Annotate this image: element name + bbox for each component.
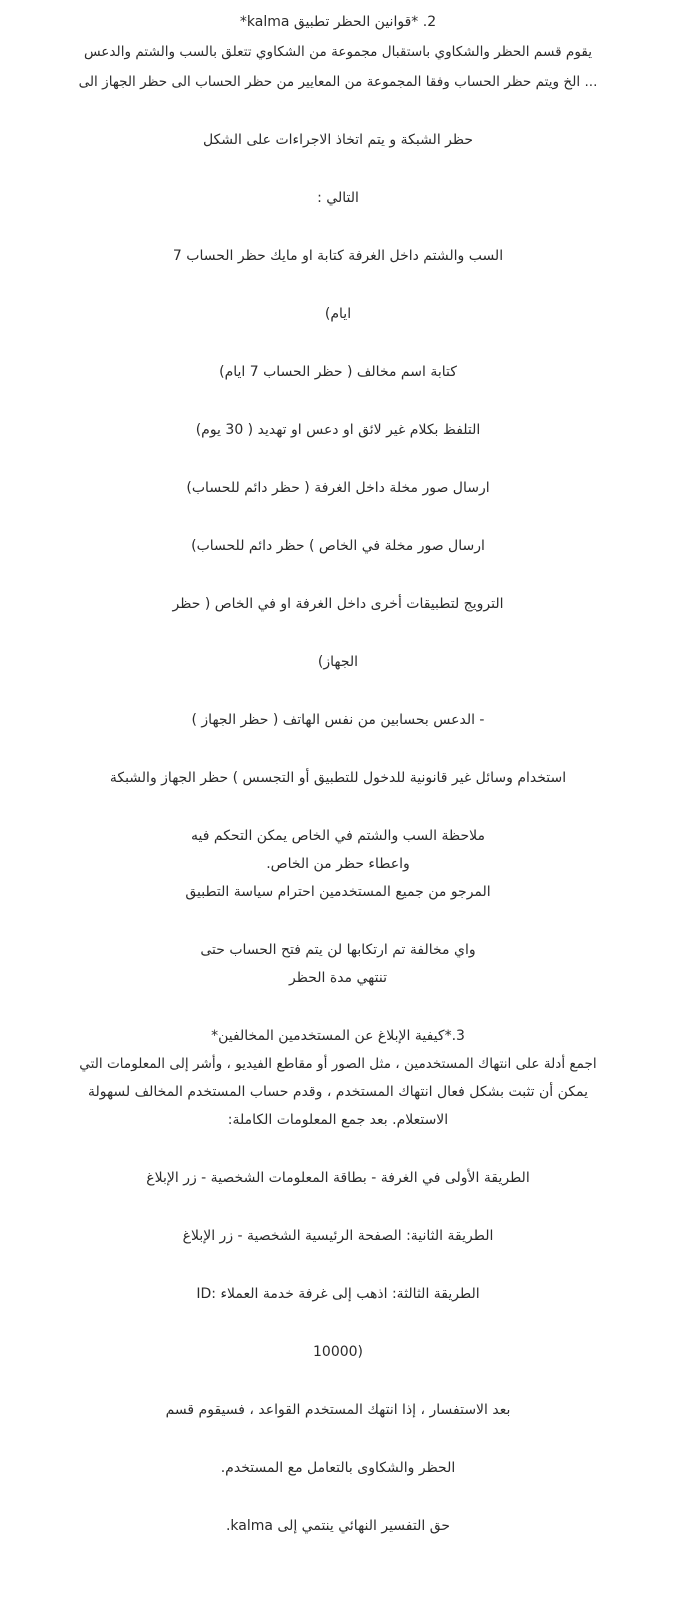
section-3-intro-line-2: يمكن أن تثبت بشكل فعال انتهاك المستخدم ، وقدم حساب المستخدم المخالف لسهولة xyxy=(87,1084,589,1100)
method-line-1: الطريقة الأولى في الغرفة - بطاقة المعلومات الشخصية - زر الإبلاغ xyxy=(146,1170,530,1186)
section-2-intro-line-4: التالي : xyxy=(317,190,359,206)
rule-line-6: ارسال صور مخلة في الخاص ) حظر دائم للحساب) xyxy=(191,538,485,554)
rule-line-9: - الدعس بحسابين من نفس الهاتف ( حظر الجهاز ) xyxy=(191,712,485,728)
note-line-3: المرجو من جميع المستخدمين احترام سياسة التطبيق xyxy=(185,884,491,900)
rule-line-3: كتابة اسم مخالف ( حظر الحساب 7 ايام) xyxy=(219,364,457,380)
rule-line-8: الجهاز) xyxy=(317,654,359,670)
section-3-intro-line-3: الاستعلام. بعد جمع المعلومات الكاملة: xyxy=(227,1112,449,1128)
rule-line-2: ايام) xyxy=(324,306,352,322)
rule-line-5: ارسال صور مخلة داخل الغرفة ( حظر دائم للحساب) xyxy=(186,480,490,496)
section-2-heading: 2. *قوانين الحظر تطبيق kalma* xyxy=(239,14,437,30)
note-line-1: ملاحظة السب والشتم في الخاص يمكن التحكم فيه xyxy=(191,828,485,844)
warning-line-1: واي مخالفة تم ارتكابها لن يتم فتح الحساب حتى xyxy=(200,942,476,958)
section-2-intro-line-3: حظر الشبكة و يتم اتخاذ الاجراءات على الشكل xyxy=(202,132,474,148)
section-3-heading: 3.*كيفية الإبلاغ عن المستخدمين المخالفين* xyxy=(211,1028,465,1044)
closing-line-1: بعد الاستفسار ، إذا انتهك المستخدم القواعد ، فسيقوم قسم xyxy=(165,1402,511,1418)
rule-line-7: الترويج لتطبيقات أخرى داخل الغرفة او في الخاص ( حظر xyxy=(172,596,504,612)
rule-line-4: التلفظ بكلام غير لائق او دعس او تهديد ( 30 يوم) xyxy=(195,422,481,438)
rule-line-1: السب والشتم داخل الغرفة كتابة او مايك حظر الحساب 7 xyxy=(172,248,504,264)
warning-line-2: تنتهي مدة الحظر xyxy=(289,970,387,986)
section-3-intro-line-1: اجمع أدلة على انتهاك المستخدمين ، مثل الصور أو مقاطع الفيديو ، وأشر إلى المعلومات التي xyxy=(79,1056,597,1072)
section-2-intro-line-1: يقوم قسم الحظر والشكاوي باستقبال مجموعة من الشكاوي تتعلق بالسب والشتم والدعس xyxy=(83,44,593,60)
rule-line-10: استخدام وسائل غير قانونية للدخول للتطبيق أو التجسس ) حظر الجهاز والشبكة xyxy=(109,770,567,786)
method-line-4: 10000) xyxy=(313,1344,363,1360)
method-line-2: الطريقة الثانية: الصفحة الرئيسية الشخصية - زر الإبلاغ xyxy=(182,1228,494,1244)
closing-line-3: حق التفسير النهائي ينتمي إلى kalma. xyxy=(225,1518,451,1534)
method-line-3: الطريقة الثالثة: اذهب إلى غرفة خدمة العملاء :ID xyxy=(196,1286,480,1302)
note-line-2: واعطاء حظر من الخاص. xyxy=(266,856,410,872)
section-2-intro-line-2: ... الخ ويتم حظر الحساب وفقا المجموعة من المعايير من حظر الحساب الى حظر الجهاز الى xyxy=(78,74,598,90)
closing-line-2: الحظر والشكاوى بالتعامل مع المستخدم. xyxy=(220,1460,456,1476)
